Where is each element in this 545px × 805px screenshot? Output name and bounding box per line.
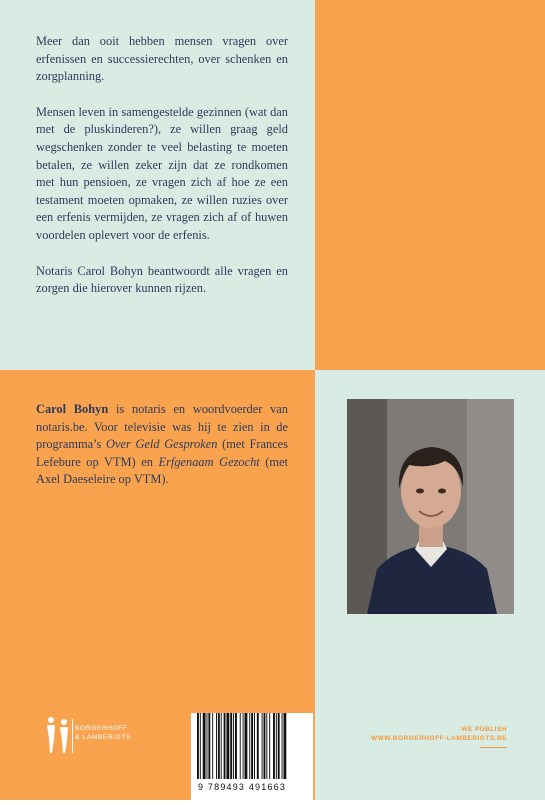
back-cover-blurb — [36, 33, 288, 316]
barcode-bar — [224, 713, 226, 779]
barcode-bar — [282, 713, 283, 779]
barcode-bar — [264, 713, 266, 779]
barcode-bar — [233, 713, 234, 779]
barcode-bar — [257, 713, 259, 779]
barcode-bar — [212, 713, 213, 779]
blurb-paragraph-1: Meer dan ooit hebben mensen vragen over erfenissen en successierechten, over schenken en zorgplanning. — [36, 34, 288, 84]
barcode-bar — [226, 713, 229, 779]
publisher-website: WWW.BORGERHOFF-LAMBERIGTS.BE — [370, 735, 507, 742]
bio-text-c: (met Axel Daeseleire op VTM). — [36, 454, 289, 487]
author-portrait-image — [347, 399, 514, 614]
barcode-bar — [251, 713, 253, 779]
barcode-bar — [235, 713, 237, 779]
blurb-paragraph-2: Mensen leven in samengestelde gezinnen (wat dan met de pluskinderen?), ze willen graag geld wegschenken zonder te veel belasting te moeten betalen, ze willen zeker zijn dat ze rondkomen met hun pensioen, ze vragen zich af hoe ze een testament moeten opmaken, ze willen ruzies over een erfenis vermijden, ze vragen zich af of huwen voordelen oplevert voor de erfenis. — [36, 104, 288, 242]
barcode-bar — [278, 713, 280, 779]
publisher-name-line-2: & LAMBERIGTS — [75, 733, 131, 741]
barcode-bar — [276, 713, 277, 779]
blurb-paragraph-3: Notaris Carol Bohyn beantwoordt alle vragen en zorgen die hierover kunnen rijzen. — [36, 263, 288, 296]
bio-text-b: (met Frances Lefebure op VTM) en — [36, 437, 288, 469]
barcode-bar — [243, 713, 244, 779]
barcode-bar — [249, 713, 250, 779]
tagline-underline — [480, 747, 507, 748]
show-title-1: Over Geld Gesproken — [106, 437, 218, 452]
barcode-bar — [283, 713, 286, 779]
publisher-name-line-1: BORGERHOFF — [75, 725, 128, 732]
barcode-bar — [254, 713, 255, 779]
barcode-bar — [245, 713, 248, 779]
barcode-bar — [197, 713, 199, 779]
author-bio — [36, 401, 288, 489]
barcode-bar — [230, 713, 232, 779]
show-title-2: Erfgenaam Gezocht — [158, 454, 260, 469]
barcode-bar — [208, 713, 210, 779]
quadrant-top-right — [315, 0, 545, 370]
barcode-bar — [273, 713, 275, 779]
barcode-bar — [216, 713, 217, 779]
isbn-number: 9 789493 491663 — [198, 782, 287, 792]
publisher-name — [75, 725, 131, 742]
tagline-we-publish: WE PUBLISH — [461, 726, 507, 733]
barcode-bar — [207, 713, 208, 779]
author-photo — [347, 399, 514, 614]
barcode-bar — [218, 713, 220, 779]
barcode-bar — [200, 713, 201, 779]
barcode-bar — [240, 713, 241, 779]
publisher-tagline — [371, 725, 507, 743]
barcode-bar — [221, 713, 222, 779]
barcode-bar — [262, 713, 263, 779]
barcode-bar — [266, 713, 267, 779]
bio-text-a: is notaris en woordvoerder van notaris.be. Voor televisie was hij te zien in de programma’s — [36, 402, 288, 452]
barcode-bar — [269, 713, 270, 779]
author-name: Carol Bohyn — [36, 402, 109, 416]
barcode-bar — [203, 713, 206, 779]
